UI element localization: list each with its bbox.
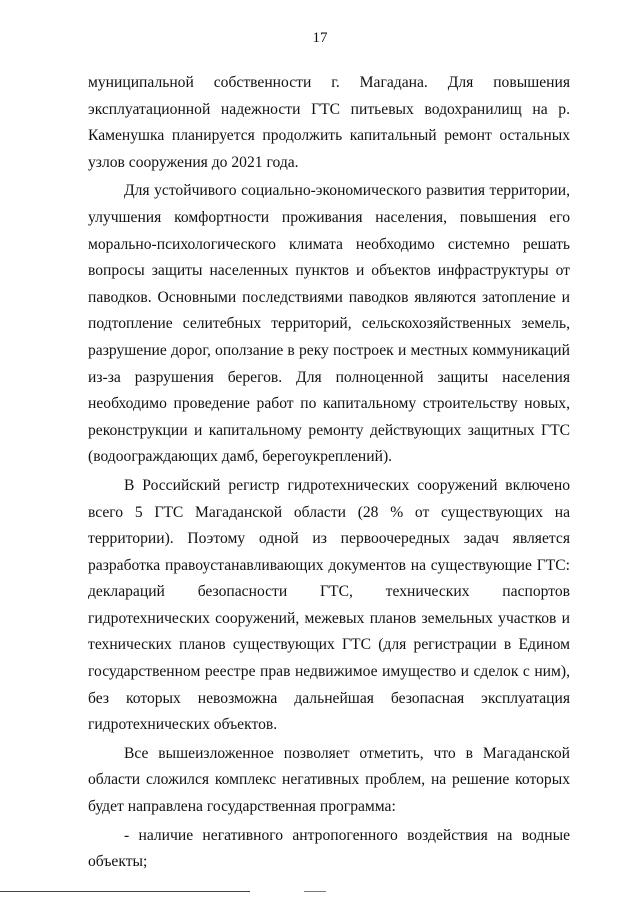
paragraph-program-problems: Все вышеизложенное позволяет отметить, что в Магаданской области сложился комплекс негативных проблем, на решение которых будет направлена государственная программа: — [88, 744, 570, 816]
footer-mark — [304, 891, 326, 892]
list-item-negative-impact: - наличие негативного антропогенного воздействия на водные объекты; — [88, 826, 570, 871]
footer-rule — [0, 891, 250, 892]
paragraph-flood-protection: Для устойчивого социально-экономического развития территории, улучшения комфортности проживания населения, повышения его морально-психологического климата необходимо системно решать вопросы защиты населенных пунктов и объектов инфраструктуры от паводков. Основными последствиями паводков являются затопление и подтопление селитебных территорий, сельскохозяйственных земель, разрушение дорог, оползание в реку построек и местных коммуникаций из-за разрушения берегов. Для полноценной защиты населения необходимо проведение работ по капитальному строительству новых, реконструкции и капитальному ремонту действующих защитных ГТС (водоограждающих дамб, берегоукреплений). — [88, 182, 570, 466]
paragraph-municipal-property: муниципальной собственности г. Магадана. Для повышения эксплуатационной надежности ГТС питьевых водохранилищ на р. Каменушка планируется продолжить капитальный ремонт остальных узлов сооружения до 2021 года. — [88, 74, 570, 171]
paragraph-hydraulic-register: В Российский регистр гидротехнических сооружений включено всего 5 ГТС Магаданской области (28 % от существующих на территории). Поэтому одной из первоочередных задач является разработка правоустанавливающих документов на существующие ГТС: деклараций безопасности ГТС, технических паспортов гидротехнических сооружений, межевых планов земельных участков и технических планов существующих ГТС (для регистрации в Едином государственном реестре прав недвижимое имущество и сделок с ним), без которых невозможна дальнейшая безопасная эксплуатация гидротехнических объектов. — [88, 476, 570, 734]
document-body — [88, 70, 570, 876]
page-number: 17 — [312, 30, 328, 46]
